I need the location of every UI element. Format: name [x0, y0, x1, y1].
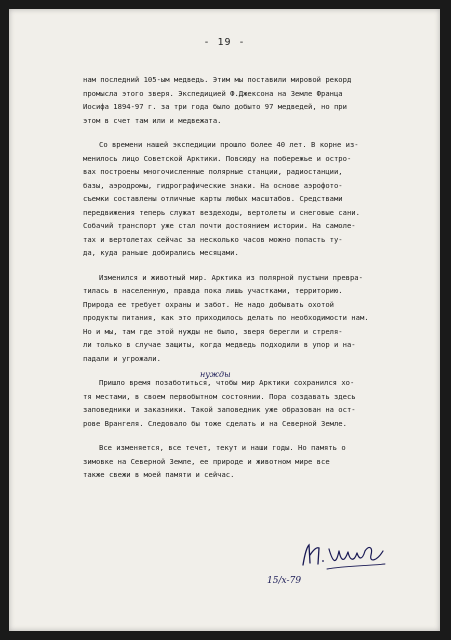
- document-body: [83, 73, 423, 488]
- text-line: ли только в случае защиты, когда медведь подходили в упор и на-: [83, 340, 356, 349]
- paragraph-5: [83, 441, 423, 482]
- text-line: Со времени нашей экспедиции прошло более 40 лет. В корне из-: [99, 140, 359, 149]
- handwritten-insert: нужды: [200, 370, 231, 379]
- text-line: съемки составлены отличные карты любых масштабов. Средствами: [83, 194, 343, 203]
- paragraph-3: [83, 271, 423, 366]
- text-line: нам последний 105-ым медведь. Этим мы поставили мировой рекорд: [83, 75, 352, 84]
- text-line: рове Врангеля. Следовало бы тоже сделать и на Северной Земле.: [83, 418, 347, 428]
- text-line: да, куда раньше добирались месяцами.: [83, 248, 239, 257]
- paragraph-4: [83, 376, 423, 430]
- text-line: Изменился и животный мир. Арктика из полярной пустыни превра-: [99, 272, 363, 282]
- document-page: [9, 9, 440, 631]
- text-line: заповедники и заказники. Такой заповедник уже образован на ост-: [83, 405, 356, 414]
- text-line: промысла этого зверя. Экспедицией Ф.Джексона на Земле Франца: [83, 88, 343, 98]
- text-line: базы, аэродромы, гидрографические знаки. На основе аэрофото-: [83, 180, 343, 190]
- text-line: Все изменяется, все течет, текут и наши годы. Но память о: [99, 443, 346, 452]
- text-line: продукты питания, как это приходилось делать по необходимости нам.: [83, 313, 369, 322]
- handwritten-signature: [299, 539, 389, 573]
- handwritten-date: 15/х-79: [267, 576, 302, 586]
- text-line: Пришло время позаботиться, чтобы мир Арктики сохранился хо-: [99, 378, 355, 387]
- text-line: падали и угрожали.: [83, 353, 161, 363]
- text-line: Собачий транспорт уже стал почти достоянием истории. На самоле-: [83, 221, 356, 230]
- text-line: Но и мы, там где этой нужды не было, зверя берегли и стреля-: [83, 326, 343, 336]
- text-line: тах и вертолетах сейчас за несколько часов можно попасть ту-: [83, 234, 343, 244]
- text-line: вах построены многочисленные полярные станции, радиостанции,: [83, 167, 343, 176]
- text-line: зимовке на Северной Земле, ее природе и животном мире все: [83, 456, 330, 466]
- text-line: тя местами, в своем первобытном состоянии. Пора создавать здесь: [83, 391, 356, 401]
- text-line: тилась в населенную, правда пока лишь участками, территорию.: [83, 286, 343, 295]
- text-line: передвижения теперь служат вездеходы, вертолеты и снеговые сани.: [83, 207, 360, 217]
- text-line: Природа ее требует охраны и забот. Не надо добывать охотой: [83, 299, 334, 309]
- text-line: менилось лицо Советской Арктики. Повсюду на побережье и остро-: [83, 153, 352, 163]
- page-number: - 19 -: [203, 37, 246, 48]
- paragraph-1: [83, 73, 423, 127]
- text-line: этом в счет там или и медвежата.: [83, 115, 222, 125]
- text-line: также свежи в моей памяти и сейчас.: [83, 470, 235, 479]
- text-line: Иосифа 1894-97 г. за три года было добыто 97 медведей, но при: [83, 102, 347, 111]
- paragraph-2: [83, 138, 423, 260]
